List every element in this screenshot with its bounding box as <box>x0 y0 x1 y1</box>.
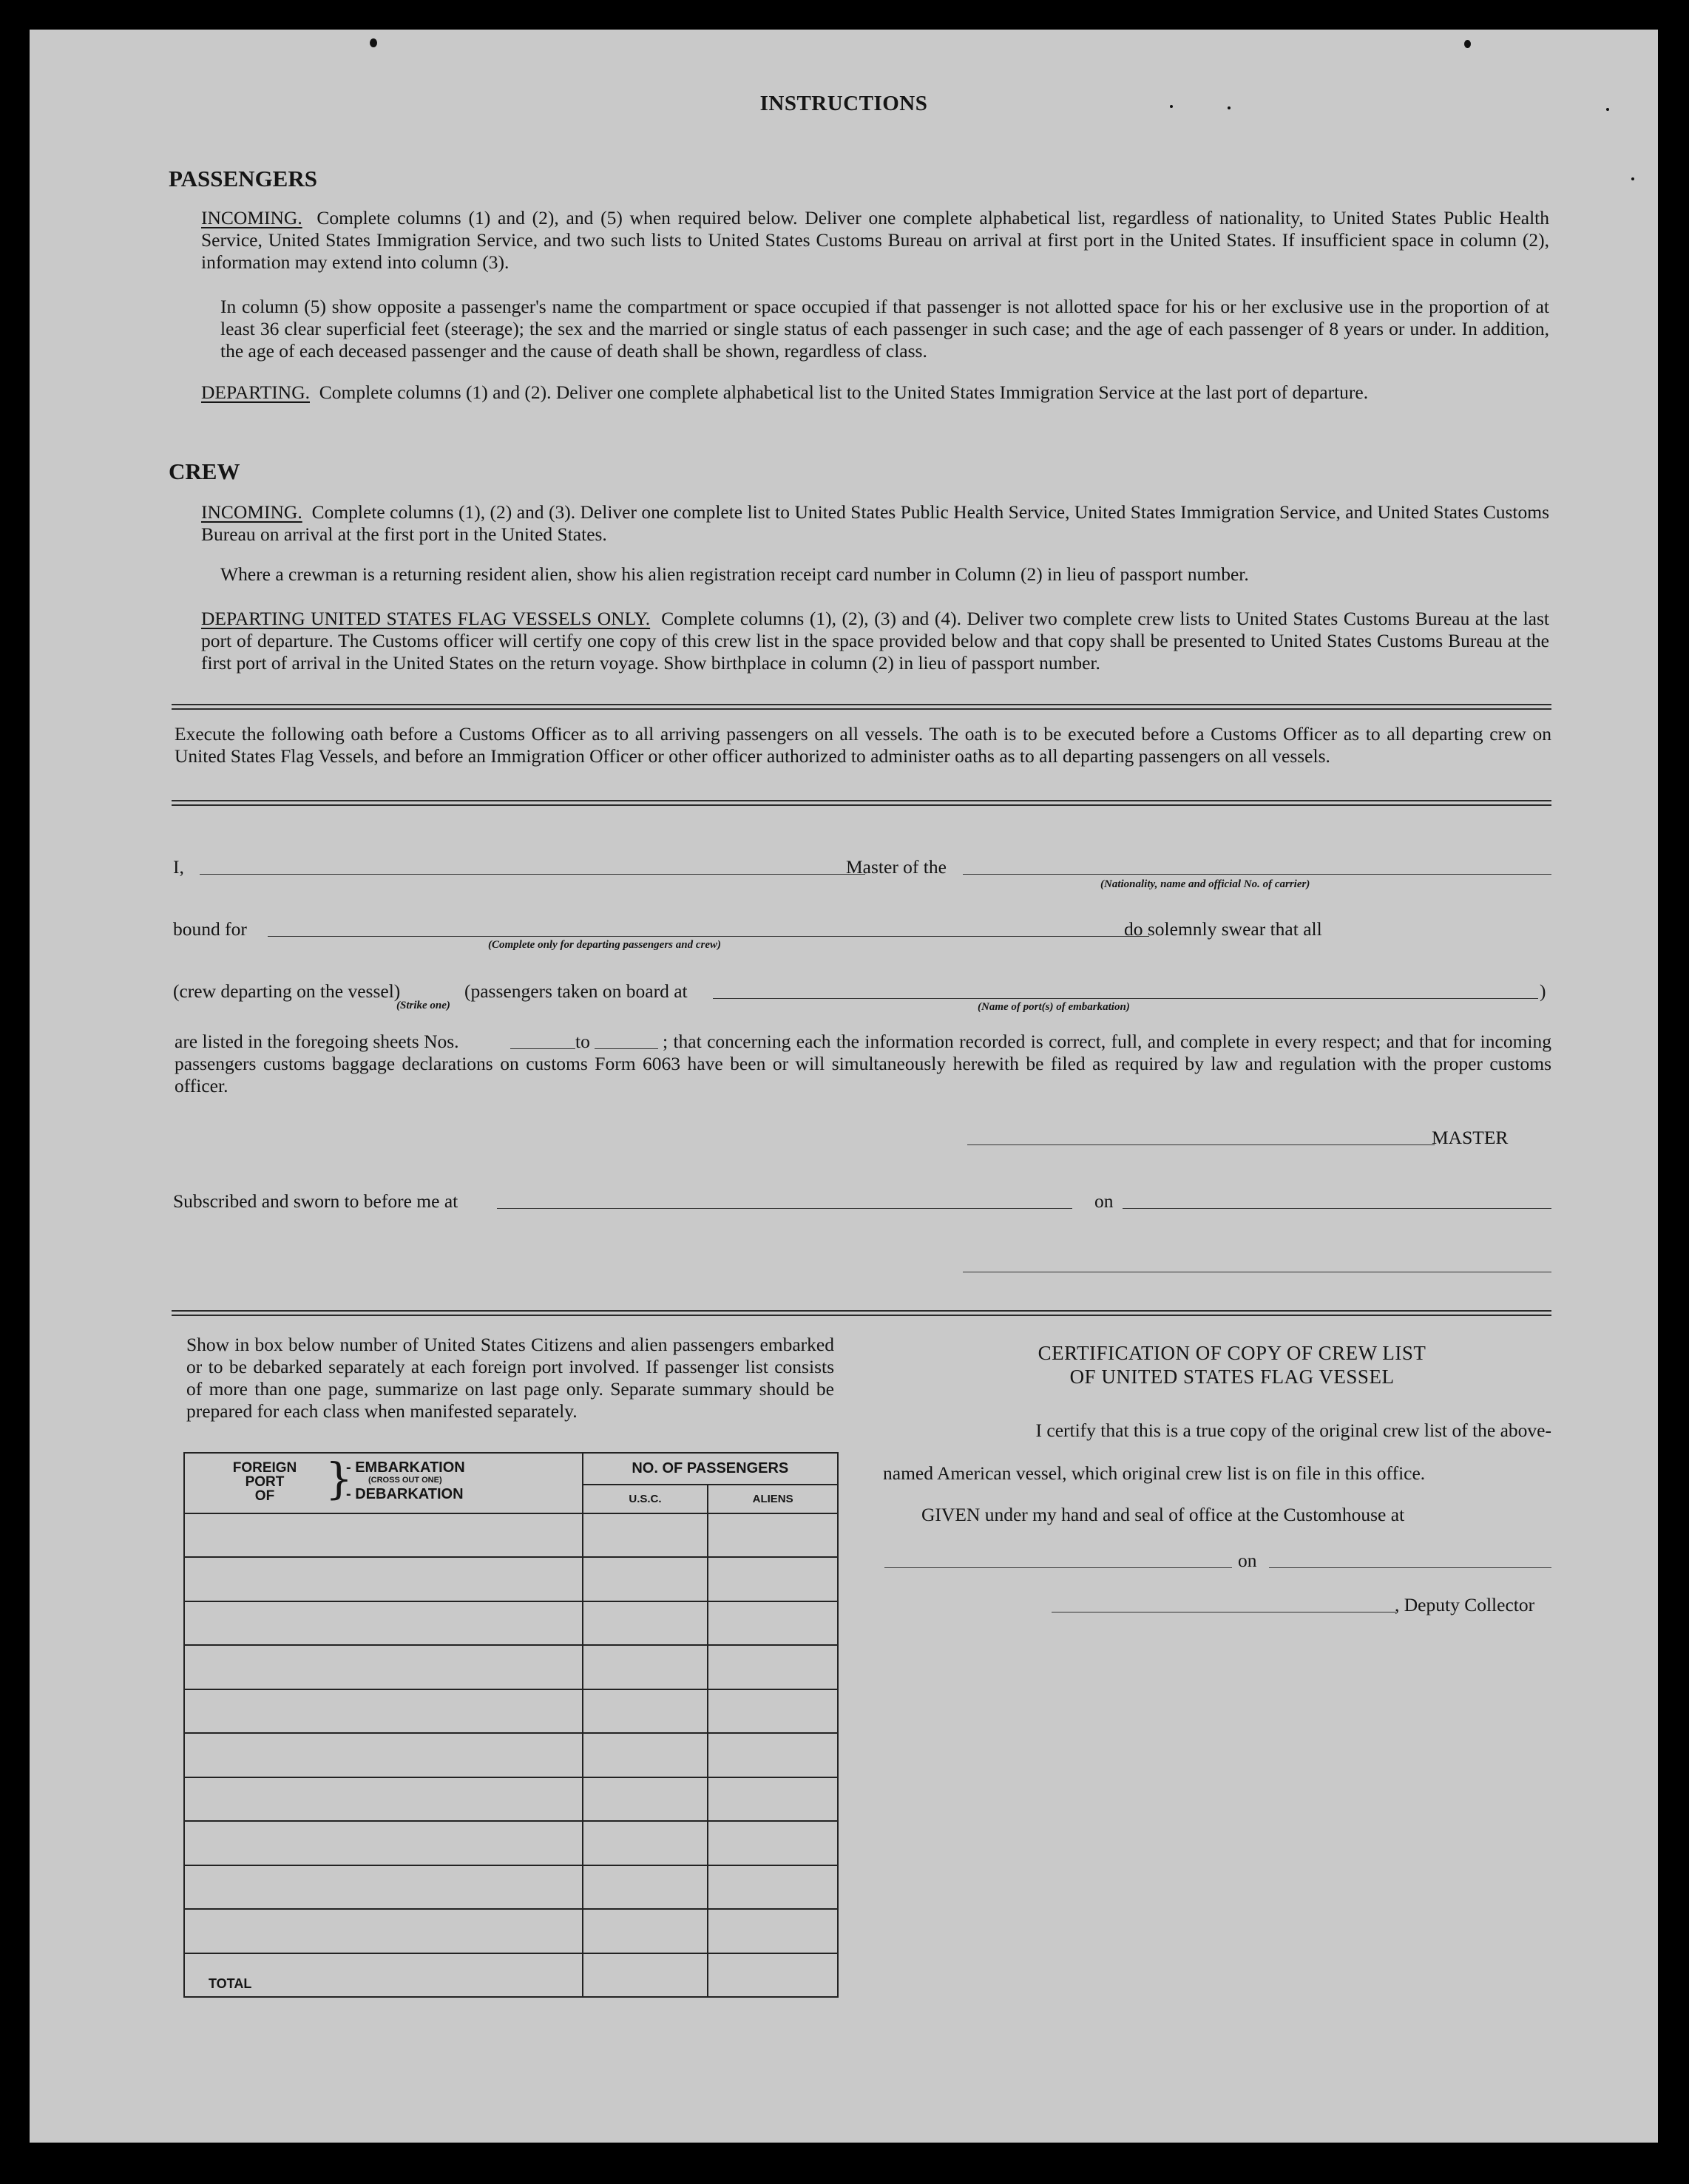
of-label: OF <box>254 1488 275 1504</box>
scan-speck <box>1631 177 1634 180</box>
bound-for-field[interactable] <box>268 936 1149 937</box>
port-cell[interactable] <box>184 1909 583 1953</box>
close-paren: ) <box>1540 980 1546 1002</box>
passengers-heading: PASSENGERS <box>169 166 317 191</box>
crew-departing-text: Complete columns (1), (2), (3) and (4). Deliver two complete crew lists to United States Customs Bureau at the last port of departure. The Customs officer will certify one copy of this crew list in the space provided below and that copy shall be presented to United States Customs Bureau at the first port of arrival in the United States on the return voyage. Show birthplace in column (2) in lieu of passport number. <box>201 608 1550 674</box>
bound-for-label: bound for <box>173 918 247 940</box>
usc-cell[interactable] <box>583 1821 708 1865</box>
port-cell[interactable] <box>184 1821 583 1865</box>
crew-departing-paragraph <box>201 608 1549 674</box>
port-cell[interactable] <box>184 1865 583 1909</box>
passengers-incoming-label: INCOMING. <box>201 207 302 228</box>
usc-cell[interactable] <box>583 1733 708 1777</box>
port-cell[interactable] <box>184 1557 583 1601</box>
form-sheet <box>30 30 1658 2143</box>
port-cell[interactable] <box>184 1689 583 1733</box>
usc-cell[interactable] <box>583 1909 708 1953</box>
port-label: PORT <box>245 1474 285 1490</box>
aliens-cell[interactable] <box>708 1513 838 1557</box>
swear-label: do solemnly swear that all <box>1124 918 1322 940</box>
usc-cell[interactable] <box>583 1513 708 1557</box>
no-passengers-header: NO. OF PASSENGERS <box>583 1453 838 1485</box>
port-caption: (Name of port(s) of embarkation) <box>978 1001 1130 1013</box>
aliens-cell[interactable] <box>708 1865 838 1909</box>
certification-heading-line2: OF UNITED STATES FLAG VESSEL <box>1069 1366 1395 1388</box>
master-of-label: Master of the <box>846 856 947 878</box>
certify-line2: named American vessel, which original crew list is on file in this office. <box>883 1462 1426 1484</box>
port-header-cell <box>184 1453 583 1513</box>
passengers-column5-paragraph: In column (5) show opposite a passenger's name the compartment or space occupied if that passenger is not allotted space for his or her exclusive use in the proportion of at least 36 clear superficial feet (steerage); the sex and the married or single status of each passenger in such case; and the age of each passenger of 8 years or under. In addition, the age of each deceased passenger and the cause of death shall be shown, regardless of class. <box>220 296 1549 362</box>
port-cell[interactable] <box>184 1601 583 1645</box>
aliens-cell[interactable] <box>708 1909 838 1953</box>
passengers-taken-option: (passengers taken on board at <box>464 980 688 1002</box>
sheets-to-label: to <box>575 1031 590 1052</box>
embarkation-port-field[interactable] <box>713 998 1538 999</box>
usc-cell[interactable] <box>583 1557 708 1601</box>
sworn-date-field[interactable] <box>1123 1208 1551 1209</box>
passengers-departing-paragraph <box>201 381 1549 404</box>
usc-cell[interactable] <box>583 1689 708 1733</box>
port-cell[interactable] <box>184 1777 583 1821</box>
divider <box>172 704 1551 705</box>
scan-speck <box>1464 40 1471 48</box>
passengers-incoming-text: Complete columns (1) and (2), and (5) when required below. Deliver one complete alphabetical list, regardless of nationality, to United States Public Health Service, United States Immigration Service, and two such lists to United States Customs Bureau on arrival at first port in the United States. If insufficient space in column (2), information may extend into column (3). <box>201 207 1550 273</box>
aliens-cell[interactable] <box>708 1821 838 1865</box>
aliens-cell[interactable] <box>708 1601 838 1645</box>
summary-table <box>183 1452 839 1998</box>
certification-heading-line1: CERTIFICATION OF COPY OF CREW LIST <box>1038 1342 1426 1364</box>
aliens-cell[interactable] <box>708 1645 838 1689</box>
usc-cell[interactable] <box>583 1865 708 1909</box>
strike-caption: (Strike one) <box>396 1000 450 1011</box>
usc-cell[interactable] <box>583 1601 708 1645</box>
passengers-departing-text: Complete columns (1) and (2). Deliver one complete alphabetical list to the United States Immigration Service at the last port of departure. <box>319 381 1369 403</box>
certification-heading <box>914 1341 1550 1388</box>
master-name-field[interactable] <box>200 874 865 875</box>
sworn-place-field[interactable] <box>497 1208 1072 1209</box>
sheets-prefix: are listed in the foregoing sheets Nos. <box>175 1031 459 1052</box>
customhouse-field[interactable] <box>884 1567 1232 1568</box>
aliens-cell[interactable] <box>708 1777 838 1821</box>
sworn-on-label: on <box>1094 1190 1114 1212</box>
divider <box>172 708 1551 710</box>
scan-speck <box>370 38 377 47</box>
debarkation-label: - DEBARKATION <box>346 1486 464 1502</box>
divider <box>172 800 1551 801</box>
aliens-cell[interactable] <box>708 1557 838 1601</box>
divider <box>172 1315 1551 1316</box>
brace-glyph: } <box>325 1454 353 1504</box>
crew-incoming-label: INCOMING. <box>201 501 302 523</box>
passengers-departing-label: DEPARTING. <box>201 381 310 403</box>
page-title: INSTRUCTIONS <box>759 92 928 115</box>
cross-out-label: (CROSS OUT ONE) <box>368 1476 442 1485</box>
total-label: TOTAL <box>209 1976 252 1991</box>
deputy-collector-label: , Deputy Collector <box>1395 1594 1535 1615</box>
crew-incoming-text: Complete columns (1), (2) and (3). Deliver one complete list to United States Public Health Service, United States Immigration Service, and United States Customs Bureau on arrival at the first port in the United States. <box>201 501 1550 545</box>
port-cell[interactable] <box>184 1513 583 1557</box>
port-cell[interactable] <box>184 1733 583 1777</box>
carrier-field[interactable] <box>963 874 1551 875</box>
usc-cell[interactable] <box>583 1645 708 1689</box>
sheets-statement: ; that concerning each the information recorded is correct, full, and complete in every respect; and that for incoming passengers customs baggage declarations on customs Form 6063 have been or will simultaneously herewith be filed as required by law and regulation with the proper customs officer. <box>175 1031 1551 1096</box>
master-label: MASTER <box>1432 1127 1509 1148</box>
port-cell[interactable] <box>184 1645 583 1689</box>
usc-total-cell[interactable] <box>583 1953 708 1997</box>
subscribed-label: Subscribed and sworn to before me at <box>173 1190 458 1212</box>
usc-cell[interactable] <box>583 1777 708 1821</box>
total-cell <box>184 1953 583 1997</box>
passengers-incoming-paragraph <box>201 207 1549 274</box>
aliens-cell[interactable] <box>708 1689 838 1733</box>
foreign-label: FOREIGN <box>232 1460 297 1476</box>
crew-departing-label: DEPARTING UNITED STATES FLAG VESSELS ONLY. <box>201 608 651 629</box>
crew-heading: CREW <box>169 458 240 484</box>
nationality-caption: (Nationality, name and official No. of carrier) <box>1100 878 1310 890</box>
aliens-header: ALIENS <box>708 1485 838 1513</box>
crew-resident-paragraph: Where a crewman is a returning resident alien, show his alien registration receipt card number in Column (2) in lieu of passport number. <box>220 563 1249 585</box>
oath-instruction: Execute the following oath before a Customs Officer as to all arriving passengers on all vessels. The oath is to be executed before a Customs Officer as to all departing crew on United States Flag Vessels, and before an Immigration Officer or other officer authorized to administer oaths as to all departing passengers on all vessels. <box>175 723 1551 767</box>
bound-caption: (Complete only for departing passengers and crew) <box>488 939 721 951</box>
master-signature-field[interactable] <box>967 1144 1435 1145</box>
embarkation-label: - EMBARKATION <box>346 1459 465 1476</box>
aliens-total-cell[interactable] <box>708 1953 838 1997</box>
aliens-cell[interactable] <box>708 1733 838 1777</box>
certification-on-label: on <box>1238 1550 1257 1571</box>
divider <box>172 1310 1551 1312</box>
usc-header: U.S.C. <box>583 1485 708 1513</box>
oath-i-label: I, <box>173 856 184 878</box>
crew-incoming-paragraph <box>201 501 1549 546</box>
certification-date-field[interactable] <box>1269 1567 1551 1568</box>
given-text: GIVEN under my hand and seal of office at the Customhouse at <box>921 1504 1405 1525</box>
summary-instruction: Show in box below number of United States Citizens and alien passengers embarked or to be debarked separately at each foreign port involved. If passenger list consists of more than one page, summarize on last page only. Separate summary should be prepared for each class when manifested separately. <box>186 1334 834 1422</box>
certify-line1: I certify that this is a true copy of the original crew list of the above- <box>1035 1420 1551 1441</box>
divider <box>172 804 1551 806</box>
crew-departing-option: (crew departing on the vessel) <box>173 980 401 1002</box>
